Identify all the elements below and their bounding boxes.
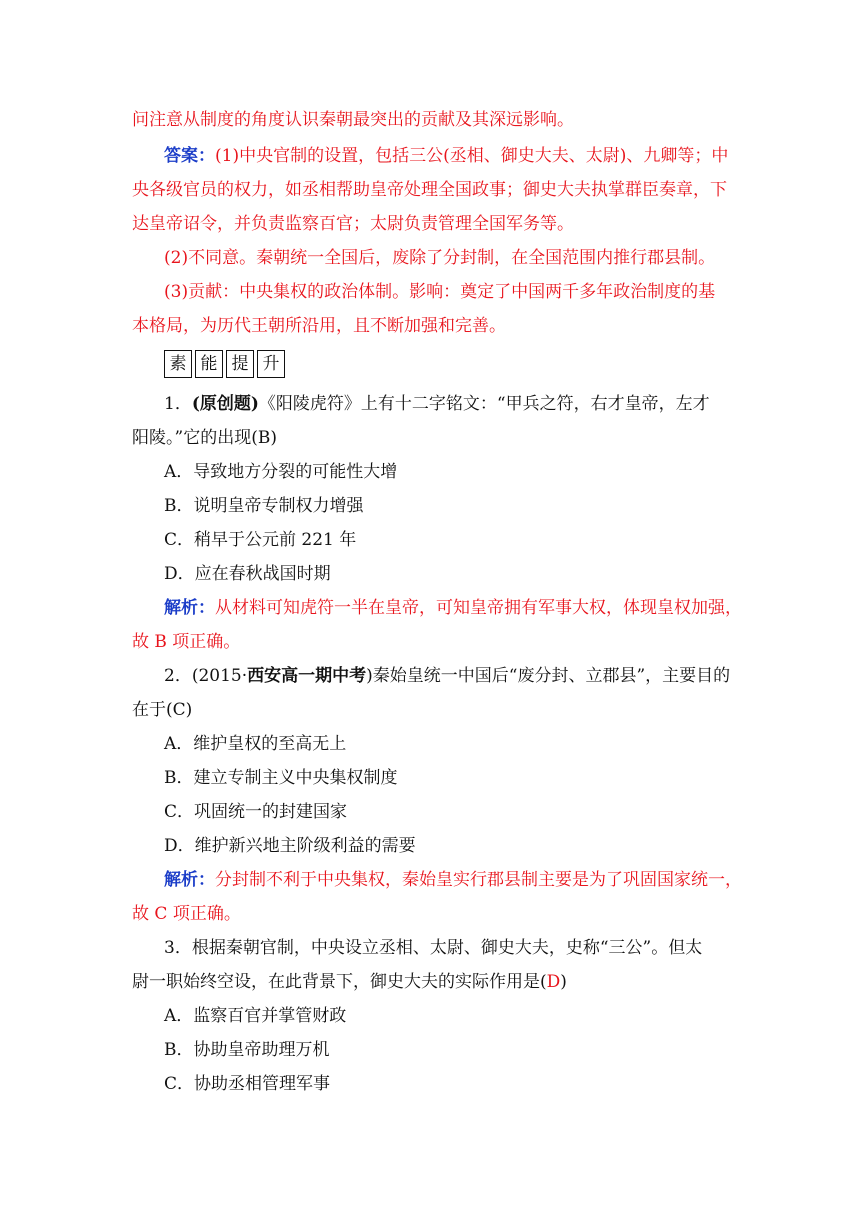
q1-option: B．说明皇帝专制权力增强 [164, 496, 364, 516]
q3-stem-text: 根据秦朝官制，中央设立丞相、太尉、御史大夫，史称“三公”。但太 [191, 938, 703, 958]
section-title [164, 350, 285, 378]
q1-stem-text: 《阳陵虎符》上有十二字铭文：“甲兵之符，右才皇帝，左才 [258, 394, 710, 414]
answer-p1-line1 [164, 144, 764, 168]
q3-option: B．协助皇帝助理万机 [164, 1040, 330, 1060]
q2-stem-text: )秦始皇统一中国后“废分封、立郡县”，主要目的 [366, 666, 731, 686]
q3-stem-close: ) [560, 972, 567, 992]
q2-option: B．建立专制主义中央集权制度 [164, 768, 398, 788]
section-title-char: 提 [226, 350, 254, 378]
q2-stem-line1 [164, 664, 764, 688]
answer-p1-text: (1)中央官制的设置，包括三公(丞相、御史大夫、太尉)、九卿等；中 [215, 146, 729, 166]
q3-number: 3． [164, 938, 192, 958]
q1-number: 1． [164, 394, 192, 414]
answer-p3-line1: (3)贡献：中央集权的政治体制。影响：奠定了中国两千多年政治制度的基 [164, 282, 716, 302]
section-title-char: 升 [257, 350, 285, 378]
q2-option: C．巩固统一的封建国家 [164, 802, 348, 822]
q2-number: 2． [164, 666, 192, 686]
q1-option: D．应在春秋战国时期 [164, 564, 331, 584]
q2-analysis-label: 解析： [164, 870, 215, 890]
q1-stem-line1 [164, 392, 764, 416]
q1-option: A．导致地方分裂的可能性大增 [164, 462, 398, 482]
q1-analysis-label: 解析： [164, 598, 215, 618]
section-title-char: 素 [164, 350, 192, 378]
q1-analysis-line2: 故 B 项正确。 [132, 632, 241, 652]
q2-tag-prefix: (2015· [191, 666, 248, 686]
section-title-char: 能 [195, 350, 223, 378]
answer-p2: (2)不同意。秦朝统一全国后，废除了分封制，在全国范围内推行郡县制。 [164, 248, 716, 268]
q2-analysis-line2: 故 C 项正确。 [132, 904, 241, 924]
q2-tag: 西安高一期中考 [247, 666, 367, 686]
q3-answer: D [546, 972, 561, 992]
q1-analysis-text: 从材料可知虎符一半在皇帝，可知皇帝拥有军事大权，体现皇权加强， [215, 598, 742, 618]
q3-option: C．协助丞相管理军事 [164, 1074, 331, 1094]
q2-analysis-line1 [164, 868, 764, 892]
intro-line: 问注意从制度的角度认识秦朝最突出的贡献及其深远影响。 [132, 110, 574, 130]
q2-option: D．维护新兴地主阶级利益的需要 [164, 836, 416, 856]
q3-option: A．监察百官并掌管财政 [164, 1006, 347, 1026]
q1-option: C．稍早于公元前 221 年 [164, 530, 357, 550]
answer-p3-line2: 本格局，为历代王朝所沿用，且不断加强和完善。 [132, 316, 506, 336]
q1-stem-line2: 阳陵。”它的出现(B) [132, 428, 277, 448]
answer-p1-line2: 央各级官员的权力，如丞相帮助皇帝处理全国政事；御史大夫执掌群臣奏章，下 [132, 180, 727, 200]
answer-label: 答案： [164, 146, 215, 166]
q3-stem-line1 [164, 936, 764, 960]
q1-tag: (原创题) [191, 394, 259, 414]
q2-analysis-text: 分封制不利于中央集权，秦始皇实行郡县制主要是为了巩固国家统一， [215, 870, 742, 890]
q2-stem-line2: 在于(C) [132, 700, 193, 720]
answer-p1-line3: 达皇帝诏令，并负责监察百官；太尉负责管理全国军务等。 [132, 214, 574, 234]
q2-option: A．维护皇权的至高无上 [164, 734, 347, 754]
q3-stem-line2 [132, 970, 732, 994]
q3-stem-text-2: 尉一职始终空设，在此背景下，御史大夫的实际作用是( [132, 972, 547, 992]
q1-analysis-line1 [164, 596, 764, 620]
